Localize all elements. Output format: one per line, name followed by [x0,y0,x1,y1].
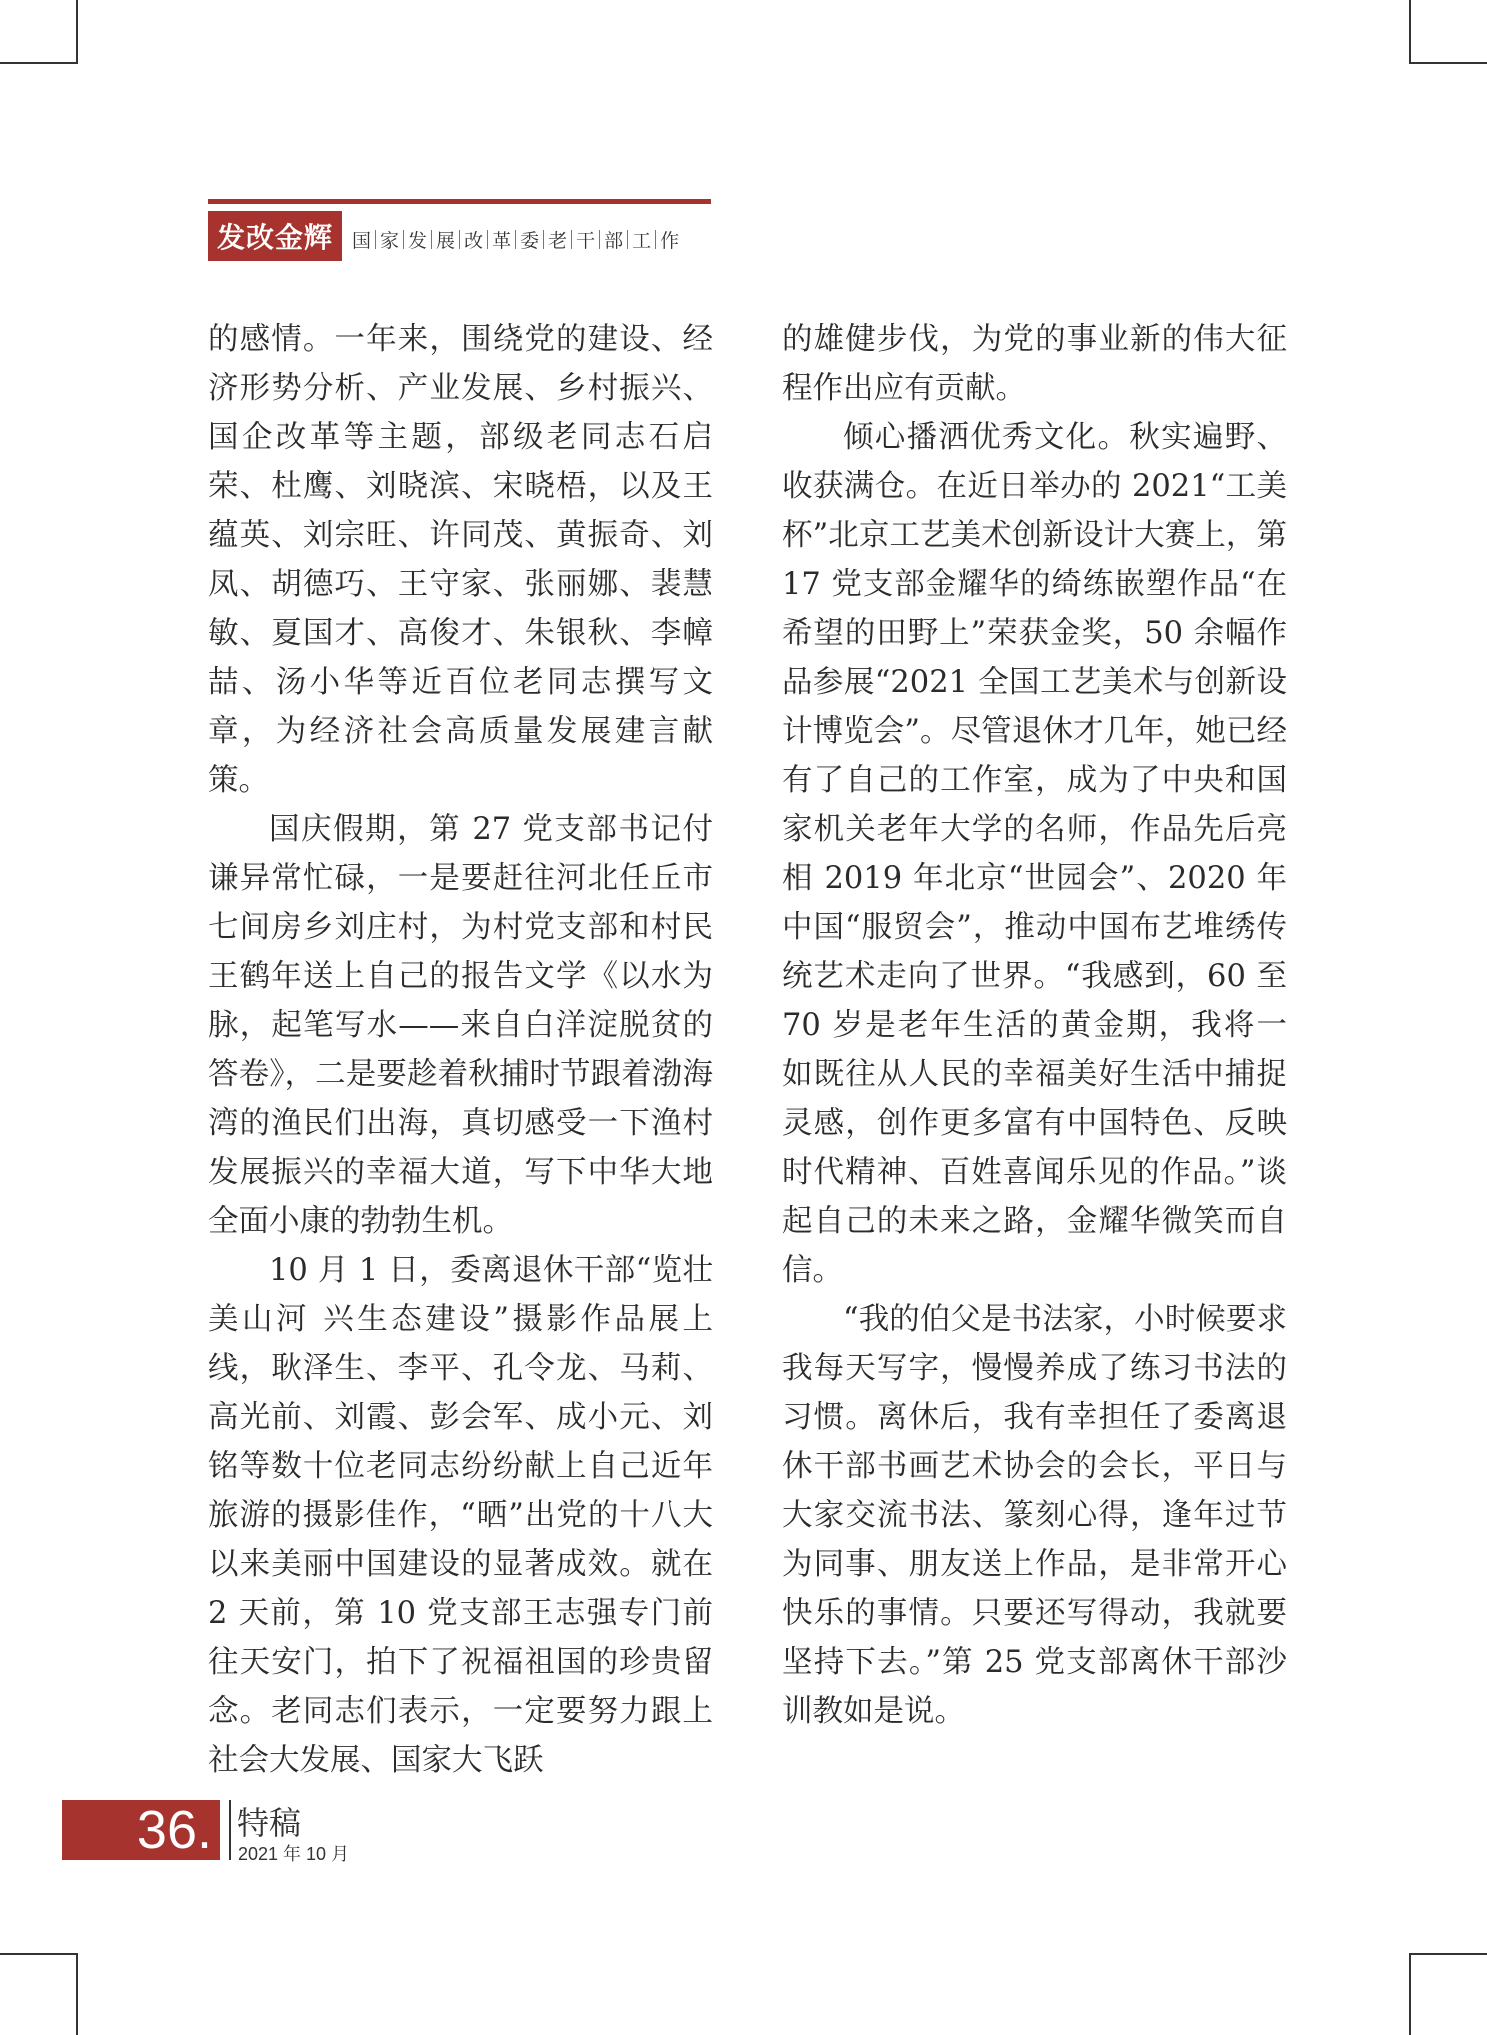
crop-mark [1409,1953,1411,2035]
paragraph: “我的伯父是书法家，小时候要求我每天写字，慢慢养成了练习书法的习惯。离休后，我有幸担任了委离退休干部书画艺术协会的会长，平日与大家交流书法、篆刻心得，逢年过节为同事、朋友送上作品，是非常开心快乐的事情。只要还写得动，我就要坚持下去。”第 25 党支部离休干部沙训教如是说。 [782,1302,1287,1729]
crop-mark [0,62,78,64]
magazine-logo-text: 发改金辉 [216,221,333,254]
issue-date: 2021 年 10 月 [238,1844,350,1864]
header-subtitle-char: 革 [492,230,512,252]
page-number: 36. [62,1800,220,1860]
paragraph: 倾心播洒优秀文化。秋实遍野、收获满仓。在近日举办的 2021“工美杯”北京工艺美术创新设计大赛上，第 17 党支部金耀华的绮练嵌塑作品“在希望的田野上”荣获金奖，50 余幅作品参展“2021 全国工艺美术与创新设计博览会”。尽管退休才几年，她已经有了自己的工作室，成为了中央和国家机关老年大学的名师，作品先后亮相 2019 年北京“世园会”、2020 年中国“服贸会”，推动中国布艺堆绣传统艺术走向了世界。“我感到，60 至 70 岁是老年生活的黄金期，我将一如既往从人民的幸福美好生活中捕捉灵感，创作更多富有中国特色、反映时代精神、百姓喜闻乐见的作品。”谈起自己的未来之路，金耀华微笑而自信。 [782,420,1287,1288]
paragraph: 10 月 1 日，委离退休干部“览壮美山河 兴生态建设”摄影作品展上线，耿泽生、李平、孔令龙、马莉、高光前、刘霞、彭会军、成小元、刘铭等数十位老同志纷纷献上自己近年旅游的摄影佳作，“晒”出党的十八大以来美丽中国建设的显著成效。就在 2 天前，第 10 党支部王志强专门前往天安门，拍下了祝福祖国的珍贵留念。老同志们表示，一定要努力跟上社会大发展、国家大飞跃 [208,1253,713,1778]
header-subtitle-char: 委 [520,230,540,252]
header-subtitle-char: 国 [352,230,372,252]
crop-mark [1409,0,1411,64]
right-column [782,315,1287,1736]
header-separator [403,230,404,249]
header-subtitle-char: 部 [604,230,624,252]
header-subtitle-char: 家 [380,230,400,252]
paragraph: 的雄健步伐，为党的事业新的伟大征程作出应有贡献。 [782,322,1287,406]
paragraph: 的感情。一年来，围绕党的建设、经济形势分析、产业发展、乡村振兴、国企改革等主题，部级老同志石启荣、杜鹰、刘晓滨、宋晓梧，以及王蕴英、刘宗旺、许同茂、黄振奇、刘凤、胡德巧、王守家、张丽娜、裴慧敏、夏国才、高俊才、朱银秋、李幛喆、汤小华等近百位老同志撰写文章，为经济社会高质量发展建言献策。 [208,322,713,798]
header-separator [571,230,572,249]
header-subtitle-char: 改 [464,230,484,252]
crop-mark [0,1953,78,1955]
paragraph: 国庆假期，第 27 党支部书记付谦异常忙碌，一是要赶往河北任丘市七间房乡刘庄村，为村党支部和村民王鹤年送上自己的报告文学《以水为脉，起笔写水——来自白洋淀脱贫的答卷》，二是要趁着秋捕时节跟着渤海湾的渔民们出海，真切感受一下渔村发展振兴的幸福大道，写下中华大地全面小康的勃勃生机。 [208,812,713,1239]
header-subtitle-char: 展 [436,230,456,252]
header-subtitle-char: 作 [660,230,680,252]
header-separator [599,230,600,249]
header-separator [431,230,432,249]
crop-mark [76,1953,78,2035]
header-subtitle-char: 工 [632,230,652,252]
header-separator [375,230,376,249]
header-subtitle [352,226,679,253]
left-column [208,315,713,1785]
header-separator [655,230,656,249]
crop-mark [1409,1953,1487,1955]
header-separator [627,230,628,249]
header-separator [543,230,544,249]
footer-divider [229,1800,231,1860]
header-separator [459,230,460,249]
header-rule [208,199,711,204]
header-subtitle-char: 干 [576,230,596,252]
header-subtitle-char: 老 [548,230,568,252]
header-separator [515,230,516,249]
header-separator [487,230,488,249]
header-subtitle-char: 发 [408,230,428,252]
section-name: 特稿 [237,1805,302,1841]
magazine-logo [208,211,342,261]
crop-mark [1409,62,1487,64]
crop-mark [76,0,78,64]
